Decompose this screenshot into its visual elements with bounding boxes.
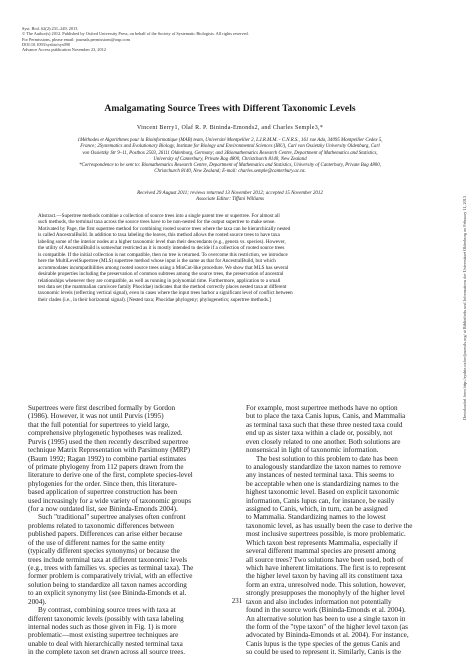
body-text-line: based application of supertree construction has been — [28, 488, 178, 497]
body-text-line: in the complete taxon set drawn across all source trees. — [28, 648, 186, 657]
received-line: Associate Editor: Tiffani Williams — [196, 197, 264, 203]
body-text-line: be acceptable when one is standardizing names to the — [246, 479, 399, 488]
body-text-line: comprehensive phylogenetic hypotheses was realized. — [28, 429, 183, 438]
body-text-line: highest taxonomic level. Based on explicit taxonomic — [246, 488, 400, 497]
body-text-line: the form of the "type taxon" of the higher level taxon (as — [246, 622, 408, 631]
body-text-line: any instances of nested terminal taxa. This seems to — [246, 471, 394, 480]
body-text-line: unable to deal with hierarchically nested terminal taxa — [28, 639, 183, 648]
received-line: Received 29 August 2011; reviews returned 13 November 2012; accepted 15 November 2012 — [137, 191, 323, 196]
body-text-line: solution being to standardize all taxon names according — [28, 580, 187, 589]
body-text-line: Supertrees were first described formally by Gordon — [28, 404, 176, 412]
abstract-line: their clades (i.e., in their horizontal signal). [Nested taxa; Phocidae phylogeny; phylogenetics; supertree methods.] — [38, 296, 271, 303]
body-text-line: published papers. Differences can arise either because — [28, 530, 183, 539]
body-text-line: information, Canis lupus can, for instance, be easily — [246, 496, 395, 505]
body-text-line: (for a now outdated list, see Bininda-Emonds 2004). — [28, 505, 178, 514]
body-text-line: Such "traditional" supertree analyses often confront — [38, 513, 186, 522]
body-text-line: which have inherent limitations. The first is to represent — [246, 564, 406, 573]
received-dates — [22, 191, 438, 204]
body-text-line: Which taxon best represents Mammalia, especially if — [246, 538, 398, 547]
body-text-line: used increasingly for a wide variety of taxonomic groups — [28, 496, 191, 505]
abstract-line: such methods, the terminal taxa across the source trees have to be non-nested for the output supertree to make sense. — [38, 219, 276, 226]
affiliation-line: France; 2Systematics and Evolutionary Biology, Institute for Biology and Environmental Sciences (IBU), Carl von Ossietzky University Oldenburg, Carl — [80, 144, 380, 150]
body-text-line: found in the source work (Bininda-Emonds et al. 2004). — [246, 606, 406, 615]
body-text-line: to an explicit synonymy list (see Bininda-Emonds et al. — [28, 589, 187, 598]
body-text-line: (1986). However, it was not until Purvis (1995) — [28, 412, 164, 421]
article-title: Amalgamating Source Trees with Different Taxonomic Levels — [104, 103, 356, 114]
body-text-line: phylogenies for the order. Since then, this literature- — [28, 479, 177, 488]
body-text-line: taxonomic level, as has usually been the case to derive the — [246, 521, 413, 530]
header-line: © The Author(s) 2012. Published by Oxford University Press, on behalf of the Society of Systematic Biologists. All rights reserved. — [22, 31, 249, 37]
journal-header — [22, 26, 382, 52]
abstract-line: here the MultiLevelSupertree (MLS) supertree method whose input is the same as that for AncestralBuild, but which — [38, 258, 276, 265]
body-column-left — [28, 404, 222, 657]
body-text-line: trees include terminal taxa at different taxonomic levels — [28, 555, 188, 564]
author-list: Vincent Berry1, Olaf R. P. Bininda-Emonds2, and Charles Semple3,* — [136, 125, 324, 131]
body-text-line: the higher level taxon by having all its constituent taxa — [246, 572, 403, 581]
body-text-line: problematic—most existing supertree techniques are — [28, 631, 179, 640]
affiliation-line: Christchurch 8140, New Zealand; E-mail: charles.semple@canterbury.ac.nz. — [154, 169, 306, 175]
body-text-line: of primate phylogeny from 112 papers drawn from the — [28, 462, 184, 471]
affiliation-line: 1Méthodes et Algorithmes pour la Bioinformatique (MAB) team, Université Montpellier 2, L.I.R.M.M. - C.N.R.S., 161 rue Ada, 34095 Montpellier Cedex 5, — [77, 138, 383, 143]
body-text-line: strongly presupposes the monophyly of the higher level — [246, 589, 405, 598]
body-text-line: problems related to taxonomic differences between — [28, 521, 174, 530]
abstract-line: is compatible. If the initial collection is not compatible, then no tree is returned. To overcome this restriction, we introduce — [38, 251, 288, 258]
body-text-line: that the full potential for supertrees to yield large, — [28, 420, 170, 429]
body-text-line: end up as sister taxa within a clade or, possibly, not — [246, 429, 393, 438]
abstract-line: the utility of AncestralBuild is somewhat restricted as it is mostly intended to decide if a collection of rooted source trees — [38, 245, 285, 252]
body-text-line: nonsensical in light of taxonomic information. — [246, 446, 379, 455]
body-text-line: different taxonomic levels (possibly with taxa labeling — [28, 614, 184, 623]
body-text-line: former problem is comparatively trivial, with an effective — [28, 572, 193, 581]
abstract-line: Abstract.—Supertree methods combine a collection of source trees into a single parent tree or supertree. For almost all — [38, 213, 280, 219]
body-text-line: For example, most supertree methods have no option — [246, 404, 398, 412]
abstract-line: taxonomic levels (reflecting vertical signal), even in cases where the input trees harbor a significant level of conflict between — [38, 290, 293, 297]
header-line: Advance Access publication November 23, 2012 — [22, 47, 107, 53]
header-line: For Permissions, please email: journals.permissions@oup.com — [22, 36, 130, 42]
body-text-line: Canis lupus is the type species of the genus Canis and — [246, 639, 400, 648]
body-text-line: internal nodes such as those given in Fig. 1) is more — [28, 622, 177, 631]
body-text-line: (typically different species synonyms) or because the — [28, 547, 180, 556]
affiliation-line: von Ossietzky Str 9–11, Postbox 2503, 26111 Oldenburg, Germany; and 3Biomathematics Research Centre, Department of Mathematics and Statistics, — [82, 150, 378, 156]
affiliation-line: *Correspondence to be sent to: Biomathematics Research Centre, Department of Mathematics and Statistics, University of Canterbury, Private Bag 4800, — [79, 163, 381, 169]
download-note: Downloaded from http://sysbio.oxfordjournals.org/ at Bibliotheks und Informations der Universitaet Oldenburg on February 11, 2013 — [462, 196, 467, 420]
body-text-line: to analogously standardize the taxon names to remove — [246, 462, 401, 471]
affiliation-line: University of Canterbury, Private Bag 4800, Christchurch 8140, New Zealand — [153, 156, 307, 162]
body-text-line: form an extra, unresolved node. This solution, however, — [246, 580, 406, 589]
header-line: DOI:10.1093/sysbio/sys090 — [22, 41, 71, 47]
abstract-line: Motivated by Page, the first supertree method for combining rooted source trees where the taxa can be hierarchically nested — [38, 225, 291, 232]
body-text-line: (Baum 1992; Ragan 1992) to combine partial estimates — [28, 454, 187, 463]
abstract-line: desirable properties including the preservation of common subtrees among the source trees, the preservation of ancestral — [38, 271, 284, 278]
body-text-line: as terminal taxa such that these three nested taxa could — [246, 420, 403, 429]
body-text-line: but to place the taxa Canis lupus, Canis, and Mammalia — [246, 412, 406, 421]
page-number: 231 — [231, 597, 243, 605]
abstract-line: relationships whenever they are compatible, as well as running in polynomial time. Furthermore, application to a small — [38, 277, 281, 284]
body-text-line: Purvis (1995) used the then recently described supertree — [28, 437, 189, 446]
abstract-line: labeling some of the interior nodes at a higher taxonomic level than their descendants (e.g., genera vs. species). However, — [38, 238, 286, 245]
body-text-line: taxon and also includes information not potentially — [246, 597, 392, 606]
body-text-line: literature to derive one of the first, complete species-level — [28, 471, 193, 480]
body-text-line: several different mammal species are present among — [246, 547, 396, 556]
body-text-line: all source trees? Two solutions have been used, both of — [246, 555, 404, 564]
body-text-line: technique Matrix Representation with Parsimony (MRP) — [28, 446, 191, 455]
body-text-line: advocated by Bininda-Emonds et al. 2004). For instance, — [246, 631, 409, 640]
affiliations — [24, 138, 436, 176]
body-column-right — [246, 404, 440, 657]
abstract — [38, 213, 424, 303]
body-text-line: The best solution to this problem to date has been — [256, 454, 398, 463]
abstract-line: accommodates incompatibilities among rooted source trees using a MinCut-like procedure. We show that MLS has several — [38, 264, 289, 271]
body-text-line: to Mammalia. Standardizing names to the lowest — [246, 513, 386, 522]
body-text-line: of the use of different names for the same entity — [28, 538, 165, 547]
body-text-line: An alternative solution has been to use a single taxon in — [246, 614, 406, 623]
body-text-line: By contrast, combining source trees with taxa at — [38, 606, 176, 615]
body-text-line: (e.g., trees with families vs. species as terminal taxa). The — [28, 564, 194, 573]
body-text-line: assigned to Canis, which, in turn, can be assigned — [246, 505, 388, 514]
body-text-line: so could be used to represent it. Similarly, Canis is the — [246, 648, 402, 657]
body-text-line: most inclusive supertrees possible, is more problematic. — [246, 530, 406, 539]
header-line: Syst. Biol. 62(2):231–249, 2013 — [22, 26, 78, 31]
body-text-line: 2004). — [28, 597, 47, 606]
abstract-line: test data set (the mammalian carnivore family Phocidae) indicates that the method correctly places nested taxa at different — [38, 283, 287, 290]
body-text-line: even closely related to one another. Both solutions are — [246, 437, 401, 446]
abstract-line: is called AncestralBuild. In addition to taxa labeling the leaves, this method allows the rooted source trees to have taxa — [38, 232, 280, 239]
